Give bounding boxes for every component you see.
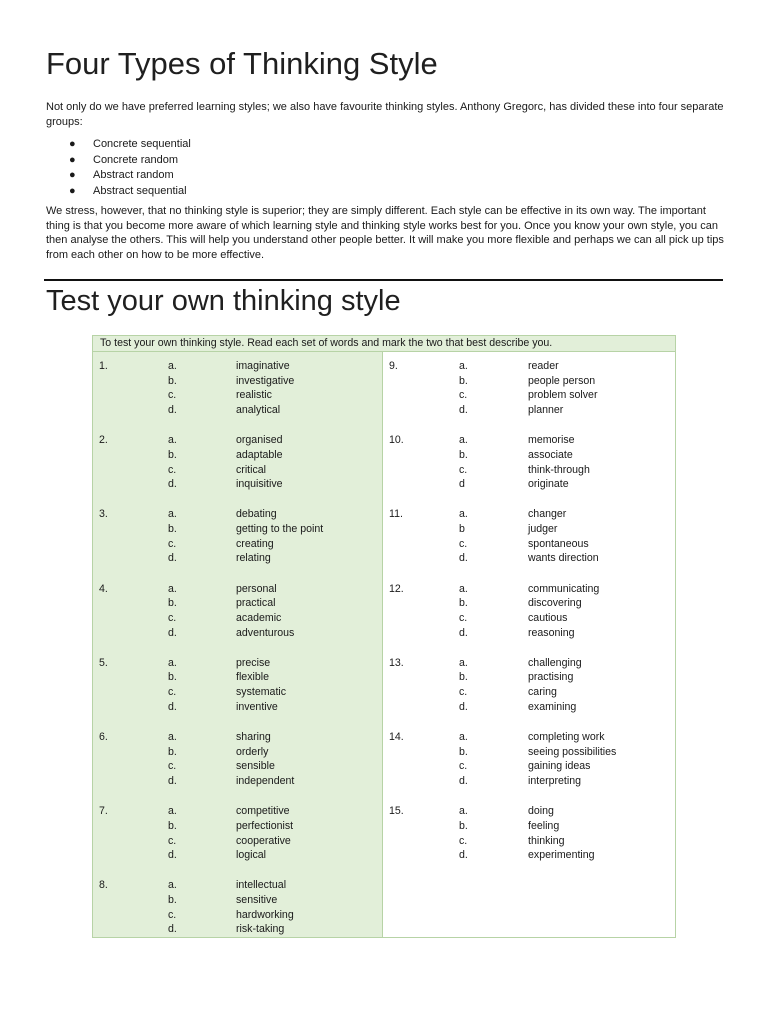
- option-letter: b.: [459, 745, 468, 758]
- question-number: 7.: [99, 805, 108, 818]
- option-word: cautious: [528, 611, 568, 624]
- option-letter: a.: [459, 656, 468, 669]
- option-row[interactable]: [93, 685, 383, 700]
- option-letter: b.: [168, 671, 177, 684]
- option-row[interactable]: [93, 745, 383, 760]
- option-row[interactable]: [93, 403, 383, 418]
- question-number: 3.: [99, 508, 108, 521]
- option-word: wants direction: [528, 552, 599, 565]
- option-letter: d.: [168, 700, 177, 713]
- option-word: sensible: [236, 760, 275, 773]
- option-word: reader: [528, 360, 559, 372]
- option-row[interactable]: [93, 537, 383, 552]
- option-letter: a.: [168, 879, 177, 892]
- option-word: risk-taking: [236, 923, 285, 936]
- option-row[interactable]: [93, 611, 383, 626]
- option-row[interactable]: [93, 433, 383, 448]
- question-group: [383, 507, 673, 566]
- option-letter: c.: [459, 760, 468, 773]
- option-row[interactable]: [383, 551, 673, 566]
- option-letter: b.: [459, 448, 468, 461]
- option-row[interactable]: [383, 596, 673, 611]
- option-letter: c.: [168, 537, 177, 550]
- question-number: 10.: [389, 434, 404, 447]
- option-row[interactable]: [93, 834, 383, 849]
- option-row[interactable]: [93, 626, 383, 641]
- option-row[interactable]: [93, 463, 383, 478]
- option-word: practical: [236, 597, 276, 610]
- option-row[interactable]: [383, 745, 673, 760]
- option-row[interactable]: [93, 804, 383, 819]
- option-word: orderly: [236, 745, 269, 758]
- option-letter: a.: [459, 731, 468, 743]
- option-letter: d: [459, 478, 465, 491]
- option-word: spontaneous: [528, 537, 589, 550]
- bullet-icon: ●: [69, 184, 76, 197]
- option-row[interactable]: [383, 477, 673, 492]
- option-row[interactable]: [383, 388, 673, 403]
- option-row[interactable]: [93, 848, 383, 863]
- option-letter: c.: [459, 389, 468, 402]
- option-letter: a.: [459, 508, 468, 521]
- option-word: practising: [528, 671, 574, 684]
- option-word: sharing: [236, 731, 271, 743]
- option-letter: b.: [168, 745, 177, 758]
- option-row[interactable]: [93, 893, 383, 908]
- option-letter: c.: [168, 463, 177, 476]
- option-word: analytical: [236, 404, 281, 417]
- option-letter: d.: [168, 923, 177, 936]
- option-word: seeing possibilities: [528, 745, 617, 758]
- option-word: perfectionist: [236, 819, 294, 832]
- option-word: people person: [528, 374, 596, 387]
- option-row[interactable]: [93, 700, 383, 715]
- option-word: think-through: [528, 463, 590, 476]
- option-word: originate: [528, 478, 569, 491]
- option-word: realistic: [236, 389, 272, 402]
- option-letter: a.: [459, 434, 468, 447]
- option-row[interactable]: [383, 819, 673, 834]
- option-word: getting to the point: [236, 523, 324, 536]
- option-row[interactable]: [383, 685, 673, 700]
- option-letter: d.: [459, 775, 468, 788]
- option-letter: d.: [168, 849, 177, 862]
- section-divider: [44, 279, 723, 281]
- option-letter: d.: [168, 626, 177, 639]
- option-word: adaptable: [236, 448, 283, 461]
- option-letter: b.: [459, 597, 468, 610]
- option-row[interactable]: [383, 848, 673, 863]
- option-word: inquisitive: [236, 478, 283, 491]
- option-letter: d.: [168, 404, 177, 417]
- option-word: caring: [528, 686, 557, 699]
- questions-right-column: [383, 352, 675, 937]
- option-word: logical: [236, 849, 267, 862]
- option-row[interactable]: [93, 374, 383, 389]
- option-row[interactable]: [93, 551, 383, 566]
- option-letter: c.: [168, 760, 177, 773]
- question-group: [383, 804, 673, 863]
- question-number: 12.: [389, 582, 404, 595]
- option-letter: a.: [459, 805, 468, 818]
- bullet-icon: ●: [69, 138, 76, 150]
- option-row[interactable]: [383, 834, 673, 849]
- option-word: memorise: [528, 434, 575, 447]
- question-group: [383, 433, 673, 492]
- option-row[interactable]: [93, 477, 383, 492]
- option-letter: d.: [168, 775, 177, 788]
- option-letter: a.: [168, 360, 177, 372]
- option-row[interactable]: [383, 759, 673, 774]
- option-row[interactable]: [383, 403, 673, 418]
- list-item: ● Abstract random: [46, 168, 191, 184]
- option-word: relating: [236, 552, 271, 565]
- option-row[interactable]: [93, 774, 383, 789]
- list-item: ● Concrete random: [46, 153, 191, 169]
- option-row[interactable]: [93, 908, 383, 923]
- question-group: [93, 507, 383, 566]
- question-group: [93, 804, 383, 863]
- option-letter: c.: [459, 611, 468, 624]
- option-row[interactable]: [93, 922, 383, 937]
- option-row[interactable]: [383, 730, 673, 745]
- option-letter: c.: [168, 908, 177, 921]
- option-row[interactable]: [383, 448, 673, 463]
- option-row[interactable]: [93, 596, 383, 611]
- option-row[interactable]: [383, 611, 673, 626]
- option-letter: b.: [459, 819, 468, 832]
- option-letter: b: [459, 523, 465, 536]
- option-row[interactable]: [383, 656, 673, 671]
- question-group: [93, 433, 383, 492]
- option-word: doing: [528, 805, 554, 818]
- option-word: completing work: [528, 731, 605, 743]
- option-word: systematic: [236, 686, 287, 699]
- page-title: Four Types of Thinking Style: [46, 46, 438, 81]
- option-letter: a.: [459, 582, 468, 595]
- option-row[interactable]: [383, 463, 673, 478]
- option-word: flexible: [236, 671, 269, 684]
- option-letter: c.: [168, 389, 177, 402]
- list-item: ● Concrete sequential: [46, 137, 191, 153]
- option-word: thinking: [528, 834, 565, 847]
- question-number: 8.: [99, 879, 108, 892]
- question-number: 4.: [99, 582, 108, 595]
- option-word: cooperative: [236, 834, 291, 847]
- question-group: [93, 582, 383, 641]
- option-word: gaining ideas: [528, 760, 591, 773]
- option-letter: b.: [168, 374, 177, 387]
- option-letter: a.: [168, 731, 177, 743]
- option-letter: b.: [459, 671, 468, 684]
- test-table: [92, 335, 676, 938]
- option-letter: c.: [459, 834, 468, 847]
- question-number: 14.: [389, 731, 404, 743]
- question-group: [383, 582, 673, 641]
- option-letter: b.: [168, 448, 177, 461]
- option-word: inventive: [236, 700, 278, 713]
- option-letter: a.: [459, 360, 468, 372]
- option-word: organised: [236, 434, 283, 447]
- option-row[interactable]: [93, 388, 383, 403]
- option-word: independent: [236, 775, 295, 788]
- option-letter: c.: [459, 537, 468, 550]
- option-letter: b.: [168, 523, 177, 536]
- option-row[interactable]: [383, 804, 673, 819]
- option-row[interactable]: [93, 448, 383, 463]
- option-word: sensitive: [236, 894, 278, 907]
- option-row[interactable]: [383, 774, 673, 789]
- option-word: examining: [528, 700, 577, 713]
- option-row[interactable]: [383, 670, 673, 685]
- option-row[interactable]: [93, 878, 383, 893]
- list-item: ● Abstract sequential: [46, 184, 191, 200]
- option-word: planner: [528, 404, 564, 417]
- option-letter: b.: [459, 374, 468, 387]
- option-word: experimenting: [528, 849, 595, 862]
- question-number: 11.: [389, 508, 403, 521]
- option-row[interactable]: [383, 433, 673, 448]
- option-word: hardworking: [236, 908, 294, 921]
- question-group: [93, 730, 383, 789]
- question-group: [93, 359, 383, 418]
- option-word: judger: [528, 523, 558, 536]
- option-word: problem solver: [528, 389, 598, 402]
- option-letter: c.: [459, 686, 468, 699]
- option-letter: a.: [168, 508, 177, 521]
- question-group: [383, 730, 673, 789]
- option-row[interactable]: [383, 537, 673, 552]
- question-group: [383, 359, 673, 418]
- questions-left-column: [93, 352, 383, 937]
- question-number: 6.: [99, 731, 108, 743]
- option-word: personal: [236, 582, 277, 595]
- thinking-styles-list: [46, 137, 191, 199]
- option-word: intellectual: [236, 879, 287, 892]
- option-letter: c.: [459, 463, 468, 476]
- option-word: changer: [528, 508, 567, 521]
- option-word: associate: [528, 448, 573, 461]
- option-row[interactable]: [93, 819, 383, 834]
- option-row[interactable]: [383, 626, 673, 641]
- option-row[interactable]: [93, 359, 383, 374]
- option-letter: c.: [168, 834, 177, 847]
- option-word: discovering: [528, 597, 582, 610]
- option-row[interactable]: [383, 374, 673, 389]
- option-word: academic: [236, 611, 282, 624]
- option-letter: a.: [168, 656, 177, 669]
- option-row[interactable]: [93, 582, 383, 597]
- option-letter: d.: [459, 700, 468, 713]
- option-letter: b.: [168, 597, 177, 610]
- option-word: critical: [236, 463, 267, 476]
- option-letter: d.: [168, 552, 177, 565]
- option-letter: d.: [459, 404, 468, 417]
- option-row[interactable]: [93, 507, 383, 522]
- section-heading: Test your own thinking style: [46, 285, 401, 317]
- option-letter: c.: [168, 686, 177, 699]
- option-letter: a.: [168, 805, 177, 818]
- option-letter: a.: [168, 434, 177, 447]
- option-word: imaginative: [236, 360, 290, 372]
- question-number: 9.: [389, 360, 398, 372]
- intro-paragraph: Not only do we have preferred learning styles; we also have favourite thinking styles. Anthony Gregorc, has divided these into four separate groups:: [46, 101, 724, 128]
- option-row[interactable]: [383, 359, 673, 374]
- option-letter: c.: [168, 611, 177, 624]
- option-row[interactable]: [93, 759, 383, 774]
- bullet-icon: ●: [69, 169, 76, 181]
- option-word: adventurous: [236, 626, 295, 639]
- option-letter: d.: [168, 478, 177, 491]
- question-group: [93, 878, 383, 937]
- question-number: 2.: [99, 434, 108, 447]
- question-number: 15.: [389, 805, 404, 818]
- option-row[interactable]: [93, 656, 383, 671]
- option-row[interactable]: [93, 670, 383, 685]
- option-row[interactable]: [383, 522, 673, 537]
- question-number: 5.: [99, 656, 108, 669]
- option-letter: b.: [168, 894, 177, 907]
- option-word: interpreting: [528, 775, 581, 788]
- option-row[interactable]: [383, 507, 673, 522]
- option-letter: a.: [168, 582, 177, 595]
- explanation-paragraph: We stress, however, that no thinking style is superior; they are simply different. Each style can be effective in its own way. The important thing is that you become more aware of which learning style and thinking style works best for you. Once you know your own style, you can then analyse the others. This will help you understand other people better. It will make you more flexible and perhaps we can all pick up tips from each other on how to be more effective.: [46, 205, 724, 261]
- option-letter: d.: [459, 626, 468, 639]
- bullet-icon: ●: [69, 153, 76, 166]
- option-row[interactable]: [383, 700, 673, 715]
- table-instruction: To test your own thinking style. Read each set of words and mark the two that best describe you.: [93, 336, 675, 352]
- option-word: debating: [236, 508, 277, 521]
- option-letter: d.: [459, 552, 468, 565]
- option-letter: d.: [459, 849, 468, 862]
- option-word: challenging: [528, 656, 582, 669]
- option-word: investigative: [236, 374, 295, 387]
- option-row[interactable]: [93, 730, 383, 745]
- option-letter: b.: [168, 819, 177, 832]
- option-row[interactable]: [93, 522, 383, 537]
- question-number: 13.: [389, 656, 404, 669]
- option-row[interactable]: [383, 582, 673, 597]
- option-word: feeling: [528, 819, 560, 832]
- question-group: [383, 656, 673, 715]
- option-word: communicating: [528, 582, 600, 595]
- option-word: precise: [236, 656, 271, 669]
- question-group: [93, 656, 383, 715]
- option-word: creating: [236, 537, 274, 550]
- option-word: competitive: [236, 805, 290, 818]
- option-word: reasoning: [528, 626, 575, 639]
- question-number: 1.: [99, 360, 108, 372]
